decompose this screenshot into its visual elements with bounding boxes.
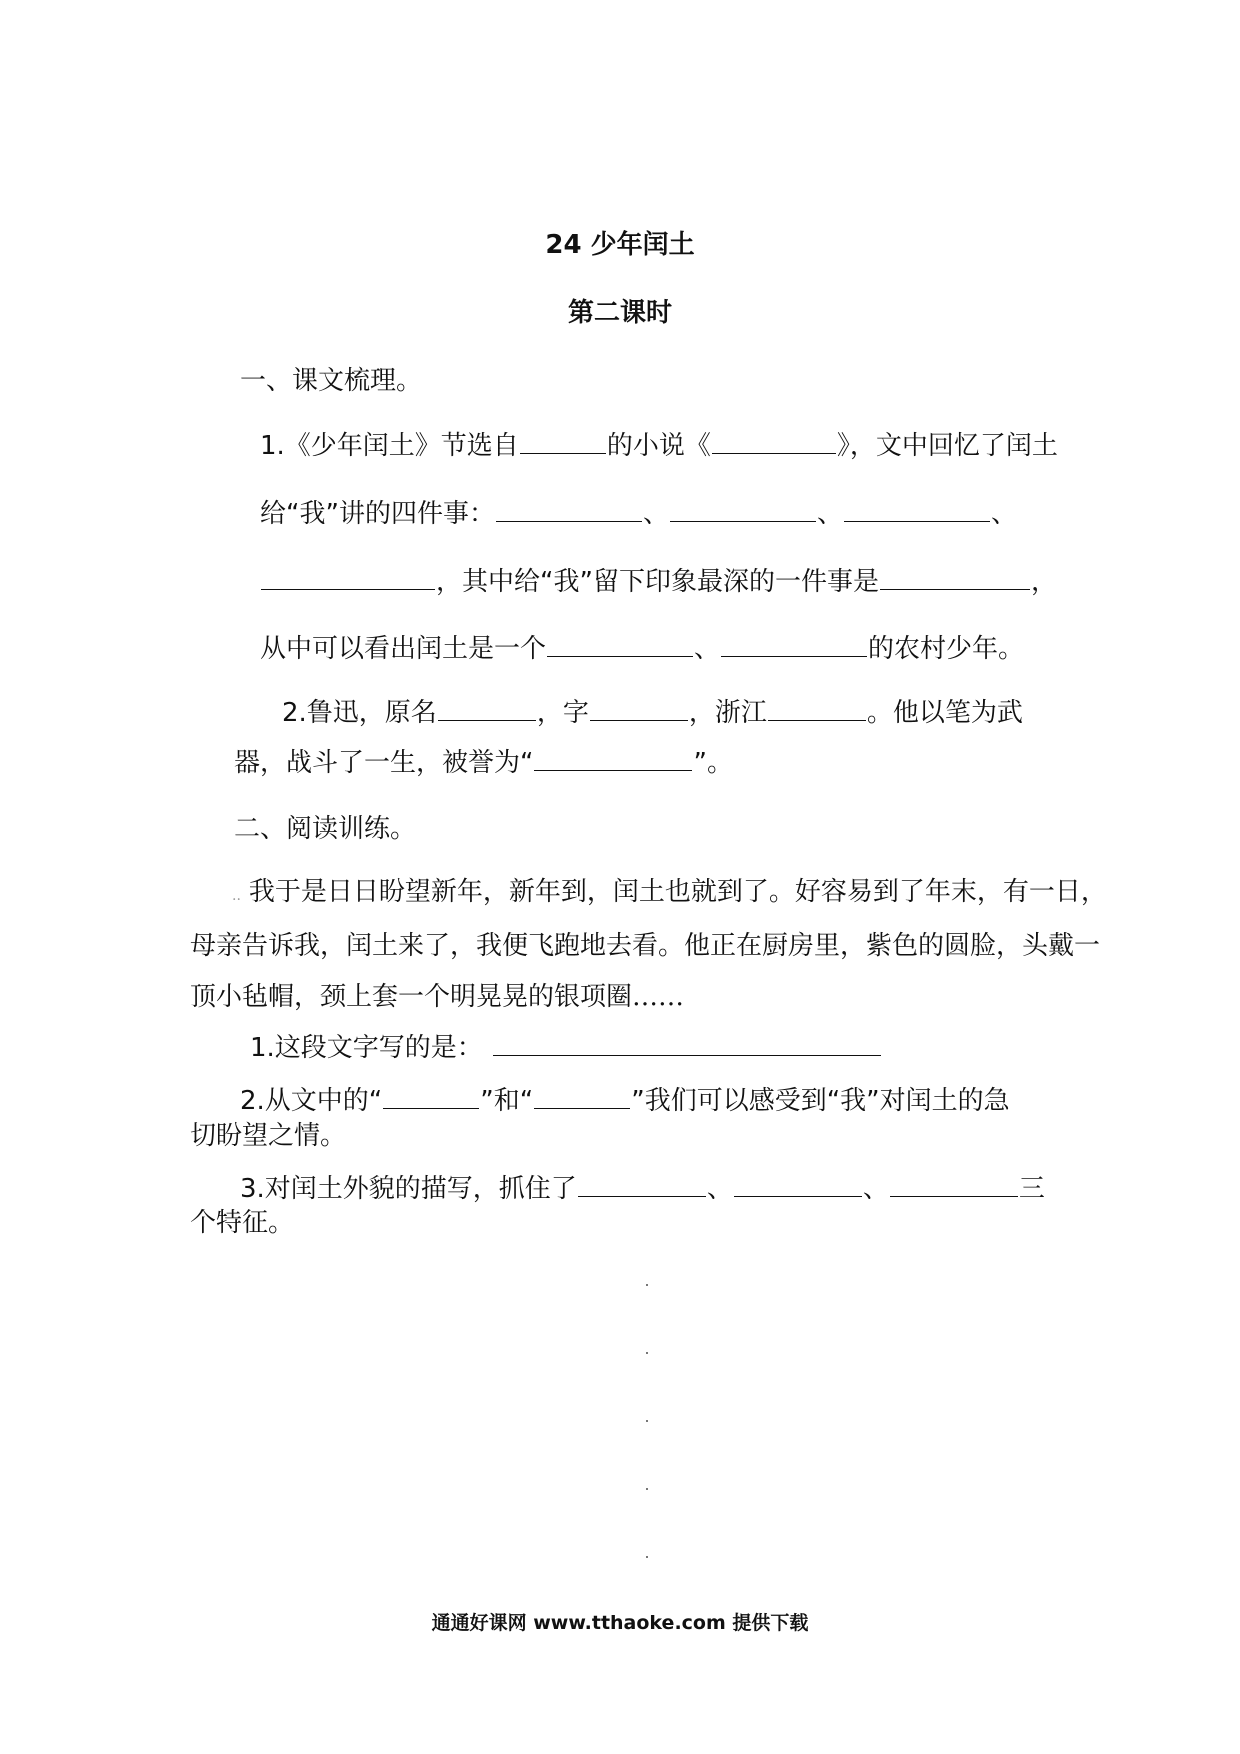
s2-q2-text-b: ”和“ bbox=[480, 1086, 534, 1116]
s2-q3-line2: 个特征。 bbox=[190, 1208, 295, 1238]
separator: 、 bbox=[862, 1174, 889, 1204]
section-heading-2: 二、阅读训练。 bbox=[234, 814, 417, 844]
s1-q2-text-d: 。他以笔为武 bbox=[866, 698, 1023, 728]
s1-q2-text-c: ，浙江 bbox=[688, 698, 767, 728]
s2-q3-text-a: 3.对闰土外貌的描写，抓住了 bbox=[240, 1174, 577, 1204]
answer-blank-event-3[interactable] bbox=[844, 497, 990, 522]
answer-blank-event-1[interactable] bbox=[496, 497, 642, 522]
passage-line-3: 顶小毡帽，颈上套一个明晃晃的银项圈…… bbox=[190, 982, 685, 1012]
answer-blank-original-name[interactable] bbox=[438, 696, 536, 721]
separator: 、 bbox=[990, 499, 1017, 529]
answer-blank-novel[interactable] bbox=[712, 429, 836, 454]
scan-speck bbox=[646, 1556, 648, 1558]
s2-q2-line1 bbox=[240, 1084, 1010, 1118]
s1-q1-line1 bbox=[260, 429, 1058, 463]
answer-blank-event-4[interactable] bbox=[261, 565, 435, 590]
scan-speck bbox=[646, 1420, 648, 1422]
page-subtitle: 第二课时 bbox=[567, 298, 672, 328]
s1-q1-line2 bbox=[260, 497, 1017, 531]
s1-q2-line2 bbox=[234, 746, 733, 780]
s2-q2-text-a: 2.从文中的“ bbox=[240, 1086, 383, 1116]
s1-q1-text-e: ，其中给“我”留下印象最深的一件事是 bbox=[436, 567, 879, 597]
page-title: 24 少年闰土 bbox=[545, 230, 695, 260]
answer-blank-hometown[interactable] bbox=[768, 696, 866, 721]
comma: ， bbox=[1030, 567, 1057, 597]
answer-blank-feature-3[interactable] bbox=[890, 1172, 1018, 1197]
answer-blank-trait-1[interactable] bbox=[547, 632, 693, 657]
passage-text-1: 我于是日日盼望新年，新年到，闰土也就到了。好容易到了年末，有一日， bbox=[248, 877, 1107, 907]
separator: 、 bbox=[642, 499, 669, 529]
answer-blank-courtesy-name[interactable] bbox=[590, 696, 688, 721]
s2-q2-text-c: ”我们可以感受到“我”对闰土的急 bbox=[631, 1086, 1010, 1116]
separator: 、 bbox=[816, 499, 843, 529]
s1-q1-text-d: 给“我”讲的四件事： bbox=[260, 499, 495, 529]
footer-credit: 通通好课网 www.tthaoke.com 提供下载 bbox=[431, 1612, 809, 1634]
passage-line-2: 母亲告诉我，闰土来了，我便飞跑地去看。他正在厨房里，紫色的圆脸，头戴一 bbox=[190, 931, 1101, 961]
s1-q2-line1 bbox=[282, 696, 1023, 730]
separator: 、 bbox=[694, 634, 721, 664]
passage-line-1 bbox=[232, 875, 1107, 913]
answer-blank-phrase-1[interactable] bbox=[383, 1084, 479, 1109]
s1-q1-text-b: 的小说《 bbox=[606, 431, 711, 461]
passage-mark: .. bbox=[232, 888, 241, 904]
answer-blank-event-2[interactable] bbox=[670, 497, 816, 522]
section-heading-1: 一、课文梳理。 bbox=[240, 366, 423, 396]
s1-q1-text-f: 从中可以看出闰土是一个 bbox=[260, 634, 547, 664]
s1-q2-text-f: ”。 bbox=[693, 748, 733, 778]
answer-blank-honorific[interactable] bbox=[534, 746, 692, 771]
s1-q1-text-c: 》，文中回忆了闰土 bbox=[836, 431, 1058, 461]
s1-q2-text-b: ，字 bbox=[536, 698, 589, 728]
answer-blank-feature-2[interactable] bbox=[734, 1172, 862, 1197]
answer-blank-author[interactable] bbox=[520, 429, 606, 454]
s1-q1-text-a: 1.《少年闰土》节选自 bbox=[260, 431, 519, 461]
answer-blank-phrase-2[interactable] bbox=[534, 1084, 630, 1109]
s1-q1-line3 bbox=[260, 565, 1057, 599]
scan-speck bbox=[646, 1352, 648, 1354]
separator: 、 bbox=[706, 1174, 733, 1204]
scan-speck bbox=[646, 1284, 648, 1286]
answer-blank-deepest-event[interactable] bbox=[880, 565, 1030, 590]
s2-q2-line2: 切盼望之情。 bbox=[190, 1121, 347, 1151]
answer-blank-trait-2[interactable] bbox=[721, 632, 867, 657]
s1-q1-text-g: 的农村少年。 bbox=[868, 634, 1025, 664]
s2-q3-line1 bbox=[240, 1172, 1045, 1206]
s1-q2-text-a: 2.鲁迅，原名 bbox=[282, 698, 437, 728]
s2-q1-text: 1.这段文字写的是： bbox=[250, 1033, 483, 1063]
answer-blank-passage-topic[interactable] bbox=[493, 1031, 881, 1056]
s2-q1-line bbox=[250, 1031, 882, 1065]
s2-q3-text-b: 三 bbox=[1018, 1174, 1045, 1204]
scan-speck bbox=[646, 1488, 648, 1490]
answer-blank-feature-1[interactable] bbox=[578, 1172, 706, 1197]
s1-q1-line4 bbox=[260, 632, 1024, 666]
s1-q2-text-e: 器，战斗了一生，被誉为“ bbox=[234, 748, 534, 778]
